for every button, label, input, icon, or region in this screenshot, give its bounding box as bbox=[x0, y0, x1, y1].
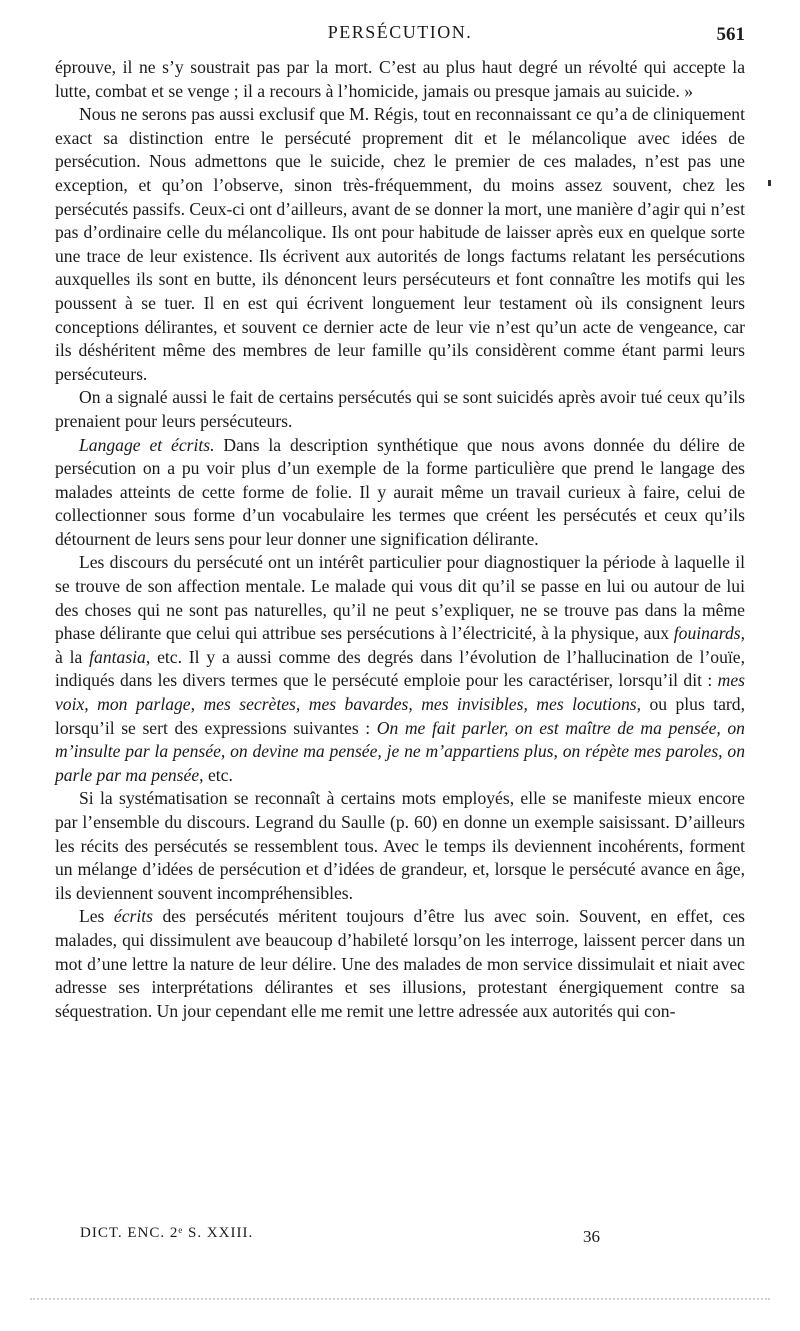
body-text bbox=[55, 56, 745, 1023]
italic-text: mes voix, mon parlage, mes secrètes, mes bavardes, mes invisibles, mes locutions bbox=[55, 670, 745, 715]
italic-text: On me fait parler, on est maître de ma pensée, on m’insulte par la pensée, on devine ma pensée, je ne m’appartiens plus, on répète mes paroles, on parle par ma pensée bbox=[55, 717, 745, 785]
paragraph bbox=[55, 56, 745, 103]
page-footer bbox=[80, 1223, 600, 1247]
paragraph bbox=[55, 103, 745, 386]
text-run: , ou plus tard, lorsqu’il se sert des expressions suivantes : bbox=[55, 694, 745, 738]
text-run: Nous ne serons pas aussi exclusif que M. Régis, tout en reconnaissant ce qu’a de cliniquement exact sa distinction entre le persécuté proprement dit et le mélancolique avec idées de persécution. Nous admettons que le suicide, chez le premier de ces malades, n’est pas une exception, et qu’on l’observe, sinon très-fréquemment, du moins assez souvent, chez les persécutés passifs. Ceux-ci ont d’ailleurs, avant de se donner la mort, une manière d’agir qui n’est pas d’ordinaire celle du mélancolique. Ils ont pour habitude de laisser après eux en quelque sorte une trace de leur existence. Ils écrivent aux autorités de longs factums relatant les persécutions auxquelles ils sont en butte, ils dénoncent leurs persécuteurs et font connaître les motifs qui les poussent à se tuer. Il en est qui écrivent longuement leur testament où ils consignent leurs conceptions délirantes, et souvent ce dernier acte de leur vie n’est qu’un acte de vengeance, car ils déshéritent même des membres de leur famille qu’ils considèrent comme étant parmi leurs persécuteurs. bbox=[55, 104, 745, 384]
paragraph bbox=[55, 386, 745, 433]
signature-mark: DICT. ENC. 2ᵉ S. XXIII. bbox=[80, 1225, 254, 1241]
text-run: , etc. bbox=[199, 764, 233, 785]
text-run: On a signalé aussi le fait de certains persécutés qui se sont suicidés après avoir tué ceux qu’ils prenaient pour leurs persécuteurs. bbox=[55, 387, 745, 431]
paragraph bbox=[55, 787, 745, 905]
italic-text: fantasia bbox=[89, 646, 146, 667]
text-run: Si la systématisation se reconnaît à certains mots employés, elle se manifeste mieux encore par l’ensemble du discours. Legrand du Saulle (p. 60) en donne un exemple saisissant. D’ailleurs les récits des persécutés se ressemblent tous. Avec le temps ils deviennent incohérents, forment un mélange d’idées de persécution et d’idées de grandeur, et, lorsque le persécuté avance en âge, ils deviennent souvent incompréhensibles. bbox=[55, 788, 745, 903]
text-run: Les discours du persécuté ont un intérêt particulier pour diagnostiquer la période à laquelle il se trouve de son affection mentale. Le malade qui vous dit qu’il se passe en lui ou autour de lui des choses qui ne sont pas naturelles, qu’il ne peut s’expliquer, ne se trouve pas dans la même phase délirante que celui qui attribue ses persécutions à l’électricité, à la physique, aux bbox=[55, 552, 745, 644]
paragraph bbox=[55, 434, 745, 552]
page-number: 561 bbox=[716, 24, 745, 45]
italic-text: écrits bbox=[113, 906, 153, 927]
italic-text: fouinards bbox=[673, 623, 741, 644]
paragraph bbox=[55, 551, 745, 787]
sheet-number: 36 bbox=[583, 1227, 600, 1246]
text-run: Les bbox=[79, 906, 114, 927]
text-run: , à la bbox=[55, 623, 745, 667]
paragraph bbox=[55, 905, 745, 1023]
italic-text: Langage et écrits. bbox=[79, 434, 215, 455]
bottom-bleed-dots bbox=[30, 1298, 770, 1304]
running-title: PERSÉCUTION. bbox=[327, 22, 473, 42]
page-header bbox=[55, 22, 745, 48]
text-run: Dans la description synthétique que nous avons donnée du délire de persécution on a pu voir plus d’un exemple de la forme particulière que prend le langage des malades atteints de cette forme de folie. Il y aurait même un travail curieux à faire, celui de collectionner sous forme d’un vocabulaire les termes que créent les persécutés et ceux qu’ils détournent de leurs sens pour leur donner une signification délirante. bbox=[55, 434, 745, 549]
text-run: éprouve, il ne s’y soustrait pas par la mort. C’est au plus haut degré un révolté qui accepte la lutte, combat et se venge ; il a recours à l’homicide, jamais ou presque jamais au suicide. » bbox=[55, 57, 745, 101]
text-run: des persécutés méritent toujours d’être lus avec soin. Souvent, en effet, ces malades, qui dissimulent ave beaucoup d’habileté lorsqu’on les interroge, laissent percer dans un mot d’une lettre la nature de leur délire. Une des malades de mon service dissimulait et niait avec adresse ses interprétations délirantes et ses illusions, protestant énergiquement contre sa séquestration. Un jour cependant elle me remit une lettre adressée aux autorités qui con- bbox=[55, 906, 745, 1021]
margin-mark bbox=[768, 180, 771, 186]
text-run: , etc. Il y a aussi comme des degrés dans l’évolution de l’hallucination de l’ouïe, indiqués dans les divers termes que le persécuté emploie pour les caractériser, lorsqu’il dit : bbox=[55, 646, 746, 691]
